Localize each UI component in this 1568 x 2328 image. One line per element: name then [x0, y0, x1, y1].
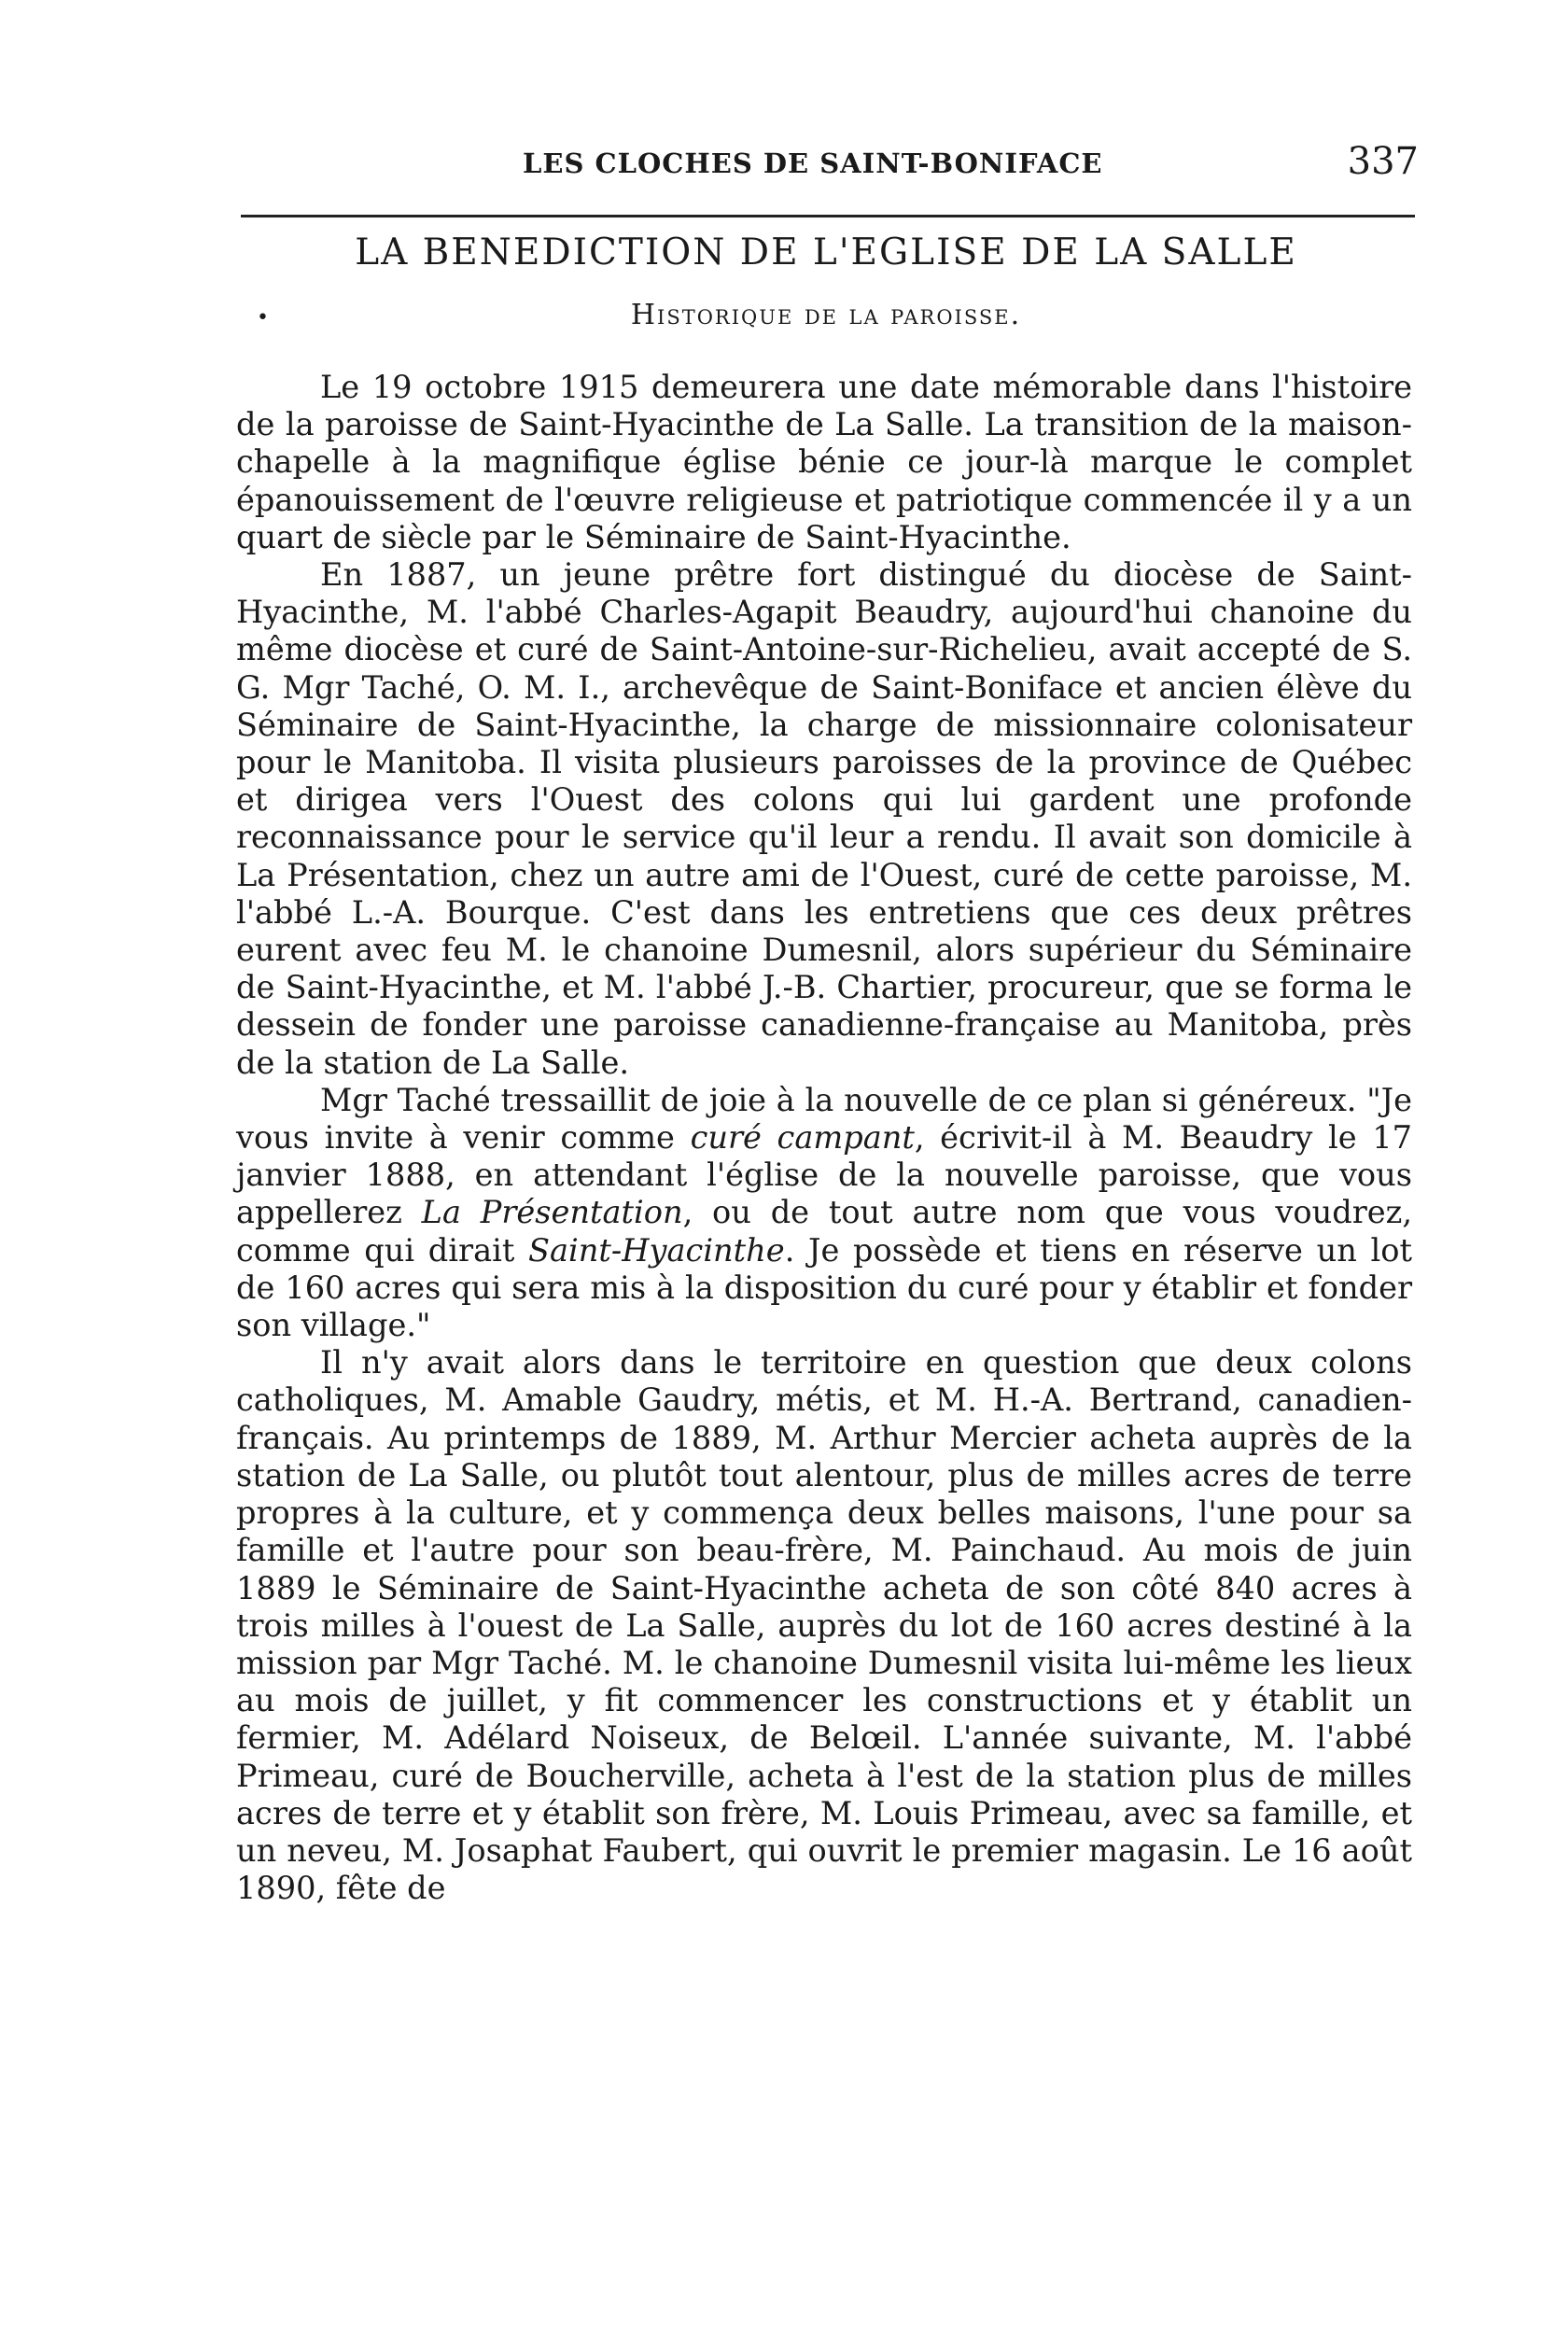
paragraph-3-italic-saint-hyacinthe: Saint-Hyacinthe: [528, 1231, 785, 1269]
paragraph-3-italic-la-presentation: La Présentation: [421, 1194, 683, 1231]
article-body: [236, 369, 1412, 1907]
article-title: LA BENEDICTION DE L'EGLISE DE LA SALLE: [355, 231, 1297, 273]
paragraph-4: Il n'y avait alors dans le territoire en question que deux colons catholiques, M. Amable Gaudry, métis, et M. H.-A. Bertrand, canadien-français. Au printemps de 1889, M. Arthur Mercier acheta auprès de la station de La Salle, ou plutôt tout alentour, plus de milles acres de terre propres à la culture, et y commença deux belles maisons, l'une pour sa famille et l'autre pour son beau-frère, M. Painchaud. Au mois de juin 1889 le Séminaire de Saint-Hyacinthe acheta de son côté 840 acres à trois milles à l'ouest de La Salle, auprès du lot de 160 acres destiné à la mission par Mgr Taché. M. le chanoine Dumesnil visita lui-même les lieux au mois de juillet, y fit commencer les constructions et y établit un fermier, M. Adélard Noiseux, de Belœil. L'année suivante, M. l'abbé Primeau, curé de Boucherville, acheta à l'est de la station plus de milles acres de terre et y établit son frère, M. Louis Primeau, avec sa famille, et un neveu, M. Josaphat Faubert, qui ouvrit le premier magasin. Le 16 août 1890, fête de: [236, 1344, 1412, 1907]
page-number: 337: [1347, 140, 1419, 183]
paragraph-3-text-a: Mgr Taché tressaillit de joie à la nouvelle de ce plan si généreux. "Je vous invite à venir comme: [236, 1081, 1412, 1157]
paragraph-3-text-g: . Je possède et tiens en réserve un lot de 160 acres qui sera mis à la disposition du curé pour y établir et fonder son village.": [236, 1231, 1412, 1344]
running-title: LES CLOCHES DE SAINT-BONIFACE: [523, 147, 1103, 179]
paragraph-3-text-c: , écrivit-il à M. Beaudry le 17 janvier 1888, en attendant l'église de la nouvelle paroisse, que vous appellerez: [236, 1119, 1413, 1231]
bullet-mark: •: [257, 306, 269, 330]
paragraph-3: [236, 1082, 1412, 1344]
paragraph-3-italic-cure-campant: curé campant: [690, 1119, 915, 1157]
article-subtitle: Historique de la paroisse.: [630, 299, 1022, 331]
paragraph-2: En 1887, un jeune prêtre fort distingué du diocèse de Saint-Hyacinthe, M. l'abbé Charles-Agapit Beaudry, aujourd'hui chanoine du même diocèse et curé de Saint-Antoine-sur-Richelieu, avait accepté de S. G. Mgr Taché, O. M. I., archevêque de Saint-Boniface et ancien élève du Séminaire de Saint-Hyacinthe, la charge de missionnaire colonisateur pour le Manitoba. Il visita plusieurs paroisses de la province de Québec et dirigea vers l'Ouest des colons qui lui gardent une profonde reconnaissance pour le service qu'il leur a rendu. Il avait son domicile à La Présentation, chez un autre ami de l'Ouest, curé de cette paroisse, M. l'abbé L.-A. Bourque. C'est dans les entretiens que ces deux prêtres eurent avec feu M. le chanoine Dumesnil, alors supérieur du Séminaire de Saint-Hyacinthe, et M. l'abbé J.-B. Chartier, procureur, que se forma le dessein de fonder une paroisse canadienne-française au Manitoba, près de la station de La Salle.: [236, 556, 1412, 1081]
paragraph-1: Le 19 octobre 1915 demeurera une date mémorable dans l'histoire de la paroisse de Saint-Hyacinthe de La Salle. La transition de la maison-chapelle à la magnifique église bénie ce jour-là marque le complet épanouissement de l'œuvre religieuse et patriotique commencée il y a un quart de siècle par le Séminaire de Saint-Hyacinthe.: [236, 369, 1412, 555]
running-head: [233, 140, 1419, 196]
paragraph-3-text-e: , ou de tout autre nom que vous voudrez, comme qui dirait: [236, 1194, 1412, 1269]
header-rule: [241, 215, 1415, 217]
